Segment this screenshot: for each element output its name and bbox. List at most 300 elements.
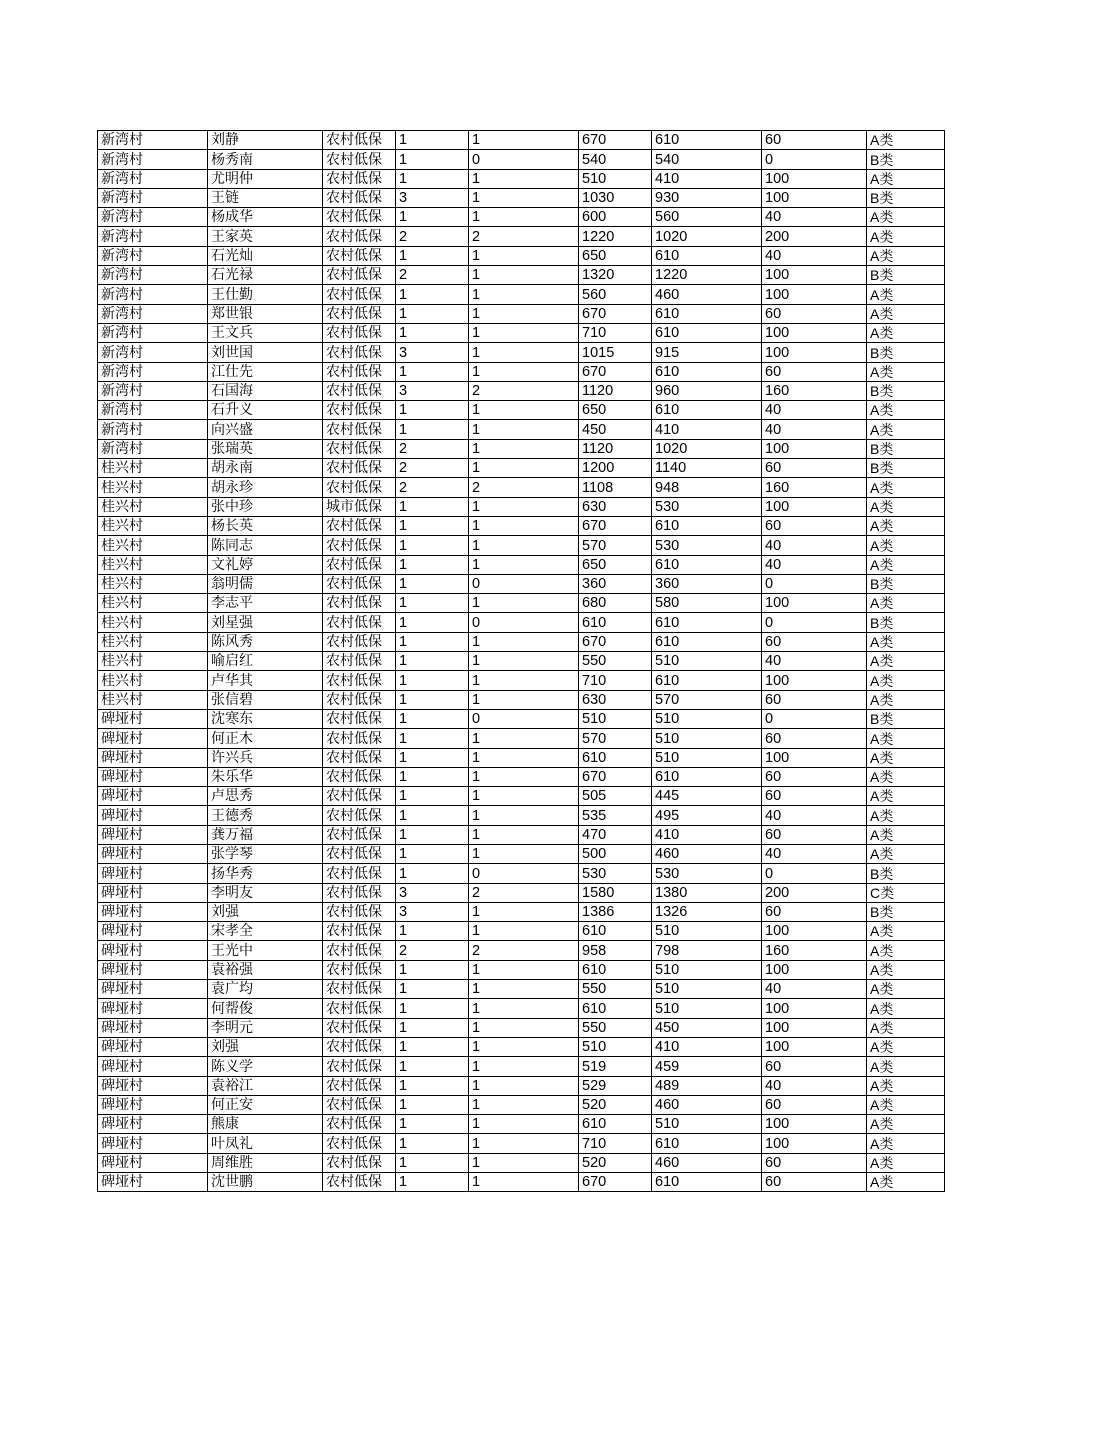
type-cell: 农村低保 [323, 208, 396, 227]
count-cell: 2 [469, 883, 579, 902]
category-cell: A类 [867, 980, 945, 999]
name-cell: 王光中 [208, 941, 323, 960]
amount-b-cell: 540 [652, 150, 762, 169]
amount-b-cell: 610 [652, 671, 762, 690]
amount-a-cell: 670 [579, 767, 652, 786]
table-row [98, 941, 945, 960]
amount-a-cell: 519 [579, 1057, 652, 1076]
table-row [98, 1037, 945, 1056]
name-cell: 刘星强 [208, 613, 323, 632]
amount-a-cell: 1580 [579, 883, 652, 902]
difference-cell: 100 [762, 497, 867, 516]
table-row [98, 652, 945, 671]
name-cell: 李明友 [208, 883, 323, 902]
amount-a-cell: 520 [579, 1153, 652, 1172]
difference-cell: 0 [762, 574, 867, 593]
difference-cell: 40 [762, 1076, 867, 1095]
count-cell: 1 [469, 208, 579, 227]
table-row [98, 1115, 945, 1134]
village-cell: 碑垭村 [98, 980, 208, 999]
amount-b-cell: 510 [652, 980, 762, 999]
table-row [98, 594, 945, 613]
category-cell: A类 [867, 323, 945, 342]
category-cell: A类 [867, 1115, 945, 1134]
category-cell: B类 [867, 381, 945, 400]
village-cell: 碑垭村 [98, 806, 208, 825]
name-cell: 王仕勤 [208, 285, 323, 304]
name-cell: 文礼婷 [208, 555, 323, 574]
village-cell: 桂兴村 [98, 690, 208, 709]
category-cell: B类 [867, 439, 945, 458]
name-cell: 刘强 [208, 902, 323, 921]
table-row [98, 825, 945, 844]
amount-b-cell: 610 [652, 516, 762, 535]
household-size-cell: 3 [396, 883, 469, 902]
village-cell: 碑垭村 [98, 1037, 208, 1056]
amount-a-cell: 450 [579, 420, 652, 439]
table-row [98, 1134, 945, 1153]
count-cell: 1 [469, 323, 579, 342]
household-size-cell: 1 [396, 806, 469, 825]
category-cell: A类 [867, 401, 945, 420]
type-cell: 农村低保 [323, 748, 396, 767]
difference-cell: 100 [762, 266, 867, 285]
difference-cell: 100 [762, 343, 867, 362]
household-size-cell: 1 [396, 825, 469, 844]
table-row [98, 323, 945, 342]
amount-b-cell: 610 [652, 767, 762, 786]
amount-a-cell: 630 [579, 690, 652, 709]
household-size-cell: 1 [396, 246, 469, 265]
category-cell: A类 [867, 652, 945, 671]
amount-b-cell: 530 [652, 536, 762, 555]
name-cell: 刘世国 [208, 343, 323, 362]
type-cell: 农村低保 [323, 864, 396, 883]
count-cell: 1 [469, 131, 579, 150]
household-size-cell: 2 [396, 459, 469, 478]
amount-b-cell: 610 [652, 304, 762, 323]
name-cell: 卢华其 [208, 671, 323, 690]
type-cell: 农村低保 [323, 613, 396, 632]
table-row [98, 188, 945, 207]
village-cell: 碑垭村 [98, 709, 208, 728]
name-cell: 陈风秀 [208, 632, 323, 651]
village-cell: 碑垭村 [98, 941, 208, 960]
amount-b-cell: 410 [652, 169, 762, 188]
type-cell: 农村低保 [323, 227, 396, 246]
amount-b-cell: 610 [652, 362, 762, 381]
type-cell: 农村低保 [323, 999, 396, 1018]
table-row [98, 246, 945, 265]
difference-cell: 0 [762, 150, 867, 169]
amount-b-cell: 960 [652, 381, 762, 400]
amount-b-cell: 450 [652, 1018, 762, 1037]
household-size-cell: 1 [396, 362, 469, 381]
name-cell: 周维胜 [208, 1153, 323, 1172]
amount-b-cell: 610 [652, 131, 762, 150]
type-cell: 农村低保 [323, 767, 396, 786]
village-cell: 新湾村 [98, 227, 208, 246]
count-cell: 1 [469, 729, 579, 748]
type-cell: 农村低保 [323, 941, 396, 960]
household-size-cell: 1 [396, 709, 469, 728]
difference-cell: 40 [762, 652, 867, 671]
table-row [98, 748, 945, 767]
difference-cell: 60 [762, 362, 867, 381]
type-cell: 农村低保 [323, 844, 396, 863]
village-cell: 碑垭村 [98, 1115, 208, 1134]
count-cell: 1 [469, 748, 579, 767]
amount-b-cell: 510 [652, 652, 762, 671]
category-cell: A类 [867, 555, 945, 574]
village-cell: 碑垭村 [98, 1057, 208, 1076]
table-row [98, 960, 945, 979]
name-cell: 李明元 [208, 1018, 323, 1037]
type-cell: 农村低保 [323, 825, 396, 844]
village-cell: 碑垭村 [98, 999, 208, 1018]
difference-cell: 40 [762, 420, 867, 439]
table-row [98, 478, 945, 497]
household-size-cell: 1 [396, 594, 469, 613]
table-row [98, 497, 945, 516]
amount-a-cell: 1030 [579, 188, 652, 207]
table-row [98, 169, 945, 188]
name-cell: 郑世银 [208, 304, 323, 323]
amount-a-cell: 610 [579, 1115, 652, 1134]
difference-cell: 200 [762, 883, 867, 902]
count-cell: 1 [469, 169, 579, 188]
category-cell: A类 [867, 671, 945, 690]
count-cell: 1 [469, 343, 579, 362]
count-cell: 1 [469, 922, 579, 941]
type-cell: 农村低保 [323, 131, 396, 150]
count-cell: 1 [469, 304, 579, 323]
category-cell: A类 [867, 497, 945, 516]
name-cell: 袁广均 [208, 980, 323, 999]
village-cell: 桂兴村 [98, 516, 208, 535]
category-cell: A类 [867, 1018, 945, 1037]
count-cell: 1 [469, 1095, 579, 1114]
count-cell: 1 [469, 1076, 579, 1095]
table-row [98, 999, 945, 1018]
count-cell: 1 [469, 594, 579, 613]
category-cell: C类 [867, 883, 945, 902]
village-cell: 桂兴村 [98, 632, 208, 651]
type-cell: 农村低保 [323, 1076, 396, 1095]
table-row [98, 1153, 945, 1172]
difference-cell: 60 [762, 690, 867, 709]
table-row [98, 285, 945, 304]
table-row [98, 922, 945, 941]
village-cell: 新湾村 [98, 323, 208, 342]
count-cell: 2 [469, 227, 579, 246]
name-cell: 熊康 [208, 1115, 323, 1134]
category-cell: B类 [867, 343, 945, 362]
type-cell: 农村低保 [323, 1115, 396, 1134]
name-cell: 石光禄 [208, 266, 323, 285]
category-cell: A类 [867, 169, 945, 188]
table-row [98, 208, 945, 227]
amount-a-cell: 1220 [579, 227, 652, 246]
amount-b-cell: 948 [652, 478, 762, 497]
category-cell: A类 [867, 478, 945, 497]
amount-b-cell: 510 [652, 748, 762, 767]
village-cell: 碑垭村 [98, 767, 208, 786]
difference-cell: 60 [762, 787, 867, 806]
household-size-cell: 3 [396, 902, 469, 921]
amount-a-cell: 670 [579, 516, 652, 535]
difference-cell: 100 [762, 169, 867, 188]
type-cell: 农村低保 [323, 574, 396, 593]
amount-b-cell: 580 [652, 594, 762, 613]
amount-b-cell: 460 [652, 844, 762, 863]
difference-cell: 60 [762, 767, 867, 786]
amount-a-cell: 710 [579, 1134, 652, 1153]
category-cell: A类 [867, 594, 945, 613]
type-cell: 农村低保 [323, 439, 396, 458]
count-cell: 1 [469, 266, 579, 285]
table-row [98, 439, 945, 458]
amount-b-cell: 445 [652, 787, 762, 806]
village-cell: 桂兴村 [98, 497, 208, 516]
category-cell: B类 [867, 613, 945, 632]
amount-a-cell: 610 [579, 613, 652, 632]
type-cell: 农村低保 [323, 594, 396, 613]
amount-b-cell: 459 [652, 1057, 762, 1076]
household-size-cell: 1 [396, 150, 469, 169]
amount-a-cell: 570 [579, 729, 652, 748]
count-cell: 1 [469, 497, 579, 516]
table-row [98, 304, 945, 323]
count-cell: 0 [469, 574, 579, 593]
amount-b-cell: 560 [652, 208, 762, 227]
household-size-cell: 1 [396, 574, 469, 593]
category-cell: B类 [867, 902, 945, 921]
amount-b-cell: 1380 [652, 883, 762, 902]
household-size-cell: 2 [396, 266, 469, 285]
table-row [98, 555, 945, 574]
difference-cell: 100 [762, 1037, 867, 1056]
name-cell: 王德秀 [208, 806, 323, 825]
household-size-cell: 1 [396, 844, 469, 863]
count-cell: 1 [469, 285, 579, 304]
amount-b-cell: 489 [652, 1076, 762, 1095]
count-cell: 1 [469, 1153, 579, 1172]
table-row [98, 806, 945, 825]
amount-a-cell: 530 [579, 864, 652, 883]
count-cell: 1 [469, 902, 579, 921]
difference-cell: 160 [762, 478, 867, 497]
count-cell: 1 [469, 246, 579, 265]
amount-b-cell: 410 [652, 1037, 762, 1056]
name-cell: 陈同志 [208, 536, 323, 555]
amount-b-cell: 610 [652, 246, 762, 265]
difference-cell: 0 [762, 613, 867, 632]
village-cell: 碑垭村 [98, 748, 208, 767]
name-cell: 喻启红 [208, 652, 323, 671]
amount-b-cell: 510 [652, 1115, 762, 1134]
type-cell: 农村低保 [323, 729, 396, 748]
count-cell: 1 [469, 671, 579, 690]
name-cell: 尤明仲 [208, 169, 323, 188]
amount-a-cell: 529 [579, 1076, 652, 1095]
difference-cell: 60 [762, 902, 867, 921]
count-cell: 0 [469, 613, 579, 632]
type-cell: 农村低保 [323, 632, 396, 651]
difference-cell: 100 [762, 188, 867, 207]
category-cell: A类 [867, 999, 945, 1018]
data-table [97, 130, 945, 1192]
category-cell: A类 [867, 1134, 945, 1153]
amount-a-cell: 670 [579, 362, 652, 381]
household-size-cell: 1 [396, 787, 469, 806]
village-cell: 碑垭村 [98, 844, 208, 863]
village-cell: 碑垭村 [98, 902, 208, 921]
amount-a-cell: 500 [579, 844, 652, 863]
amount-b-cell: 510 [652, 729, 762, 748]
table-row [98, 1018, 945, 1037]
type-cell: 农村低保 [323, 188, 396, 207]
difference-cell: 40 [762, 401, 867, 420]
amount-a-cell: 570 [579, 536, 652, 555]
amount-b-cell: 510 [652, 960, 762, 979]
household-size-cell: 1 [396, 1153, 469, 1172]
amount-b-cell: 610 [652, 1173, 762, 1192]
difference-cell: 40 [762, 208, 867, 227]
count-cell: 0 [469, 150, 579, 169]
amount-a-cell: 610 [579, 922, 652, 941]
amount-b-cell: 930 [652, 188, 762, 207]
category-cell: A类 [867, 1057, 945, 1076]
amount-a-cell: 510 [579, 1037, 652, 1056]
amount-b-cell: 460 [652, 285, 762, 304]
table-row [98, 613, 945, 632]
name-cell: 宋孝全 [208, 922, 323, 941]
amount-a-cell: 610 [579, 999, 652, 1018]
type-cell: 农村低保 [323, 1153, 396, 1172]
type-cell: 农村低保 [323, 922, 396, 941]
village-cell: 桂兴村 [98, 478, 208, 497]
category-cell: A类 [867, 285, 945, 304]
amount-a-cell: 650 [579, 401, 652, 420]
amount-a-cell: 470 [579, 825, 652, 844]
count-cell: 1 [469, 980, 579, 999]
difference-cell: 40 [762, 980, 867, 999]
amount-a-cell: 680 [579, 594, 652, 613]
category-cell: A类 [867, 729, 945, 748]
amount-b-cell: 360 [652, 574, 762, 593]
difference-cell: 60 [762, 1057, 867, 1076]
count-cell: 1 [469, 1115, 579, 1134]
household-size-cell: 1 [396, 304, 469, 323]
village-cell: 新湾村 [98, 150, 208, 169]
name-cell: 刘强 [208, 1037, 323, 1056]
table-row [98, 227, 945, 246]
village-cell: 桂兴村 [98, 594, 208, 613]
amount-a-cell: 1386 [579, 902, 652, 921]
name-cell: 杨成华 [208, 208, 323, 227]
count-cell: 1 [469, 1057, 579, 1076]
name-cell: 扬华秀 [208, 864, 323, 883]
name-cell: 袁裕强 [208, 960, 323, 979]
difference-cell: 40 [762, 806, 867, 825]
table-row [98, 883, 945, 902]
village-cell: 新湾村 [98, 362, 208, 381]
amount-b-cell: 1020 [652, 439, 762, 458]
count-cell: 1 [469, 806, 579, 825]
amount-b-cell: 495 [652, 806, 762, 825]
amount-b-cell: 610 [652, 632, 762, 651]
table-body [98, 131, 945, 1192]
village-cell: 碑垭村 [98, 1173, 208, 1192]
name-cell: 胡永南 [208, 459, 323, 478]
category-cell: A类 [867, 1076, 945, 1095]
category-cell: B类 [867, 150, 945, 169]
household-size-cell: 1 [396, 536, 469, 555]
difference-cell: 100 [762, 1134, 867, 1153]
type-cell: 农村低保 [323, 304, 396, 323]
village-cell: 碑垭村 [98, 1076, 208, 1095]
name-cell: 袁裕江 [208, 1076, 323, 1095]
type-cell: 农村低保 [323, 169, 396, 188]
village-cell: 碑垭村 [98, 1095, 208, 1114]
difference-cell: 40 [762, 536, 867, 555]
household-size-cell: 1 [396, 864, 469, 883]
village-cell: 桂兴村 [98, 536, 208, 555]
name-cell: 石国海 [208, 381, 323, 400]
village-cell: 碑垭村 [98, 960, 208, 979]
name-cell: 石升义 [208, 401, 323, 420]
type-cell: 农村低保 [323, 478, 396, 497]
village-cell: 新湾村 [98, 285, 208, 304]
village-cell: 桂兴村 [98, 613, 208, 632]
table-row [98, 362, 945, 381]
type-cell: 农村低保 [323, 420, 396, 439]
name-cell: 张瑞英 [208, 439, 323, 458]
name-cell: 许兴兵 [208, 748, 323, 767]
household-size-cell: 1 [396, 1095, 469, 1114]
difference-cell: 100 [762, 671, 867, 690]
village-cell: 新湾村 [98, 246, 208, 265]
household-size-cell: 1 [396, 516, 469, 535]
name-cell: 何正安 [208, 1095, 323, 1114]
household-size-cell: 1 [396, 285, 469, 304]
table-row [98, 709, 945, 728]
village-cell: 碑垭村 [98, 1018, 208, 1037]
type-cell: 农村低保 [323, 1037, 396, 1056]
amount-b-cell: 610 [652, 555, 762, 574]
category-cell: A类 [867, 767, 945, 786]
difference-cell: 100 [762, 748, 867, 767]
household-size-cell: 1 [396, 497, 469, 516]
household-size-cell: 2 [396, 227, 469, 246]
household-size-cell: 1 [396, 613, 469, 632]
count-cell: 1 [469, 362, 579, 381]
amount-b-cell: 510 [652, 999, 762, 1018]
amount-a-cell: 710 [579, 323, 652, 342]
table-row [98, 864, 945, 883]
count-cell: 1 [469, 1037, 579, 1056]
household-size-cell: 1 [396, 323, 469, 342]
household-size-cell: 1 [396, 980, 469, 999]
type-cell: 农村低保 [323, 285, 396, 304]
category-cell: A类 [867, 1153, 945, 1172]
table-row [98, 1076, 945, 1095]
table-row [98, 343, 945, 362]
amount-a-cell: 520 [579, 1095, 652, 1114]
amount-a-cell: 540 [579, 150, 652, 169]
difference-cell: 60 [762, 131, 867, 150]
